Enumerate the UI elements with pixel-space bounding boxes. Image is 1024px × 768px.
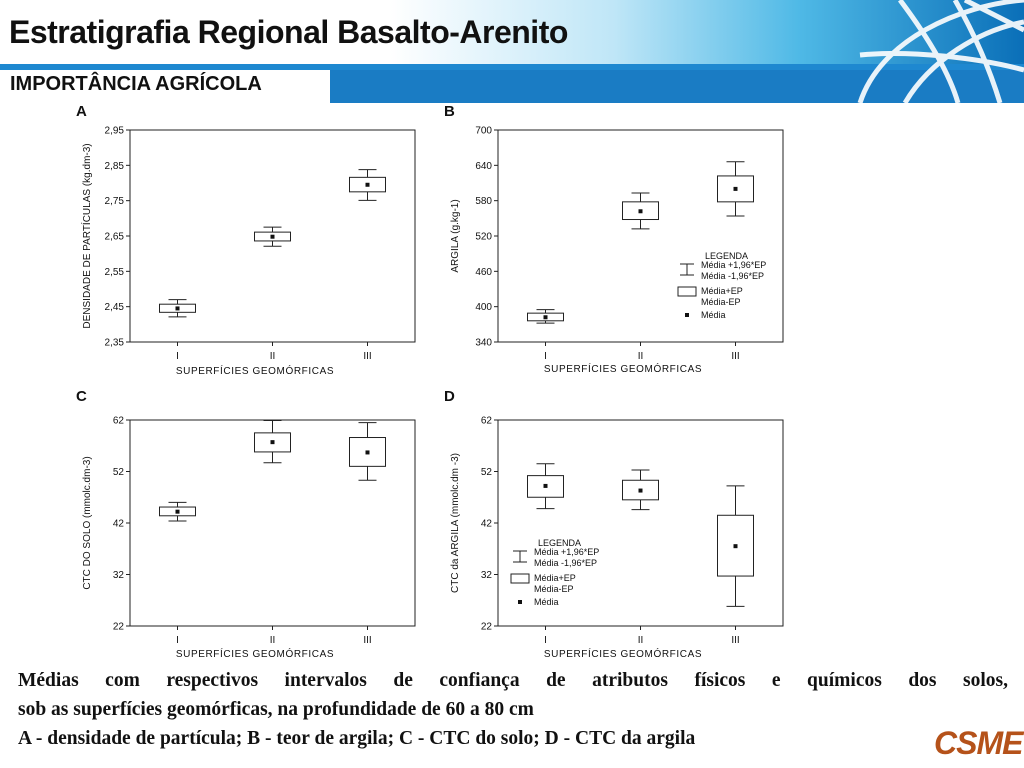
chart-b-legend-whisker-high: Média +1,96*EP [701,260,767,270]
chart-a-ylabel: DENSIDADE DE PARTÍCULAS (kg.dm-3) [82,143,93,329]
caption-line-3: A - densidade de partícula; B - teor de argila; C - CTC do solo; D - CTC da argila [18,728,696,749]
chart-b-ytick-label: 700 [475,125,492,137]
chart-a-category-label: I [176,351,179,362]
chart-b-legend-whisker-low: Média -1,96*EP [701,271,765,281]
chart-b-mean-point [734,187,738,191]
chart-a-mean-point [176,306,180,310]
chart-d-cec-clay [438,406,808,668]
chart-c-ylabel: CTC DO SOLO (mmolc.dm-3) [82,456,93,590]
chart-a-ytick-label: 2,75 [104,196,124,208]
chart-a-ytick-label: 2,45 [104,302,124,314]
chart-d-ytick-label: 62 [480,415,492,427]
chart-b-ytick-label: 460 [475,266,492,278]
chart-d-legend-whisker-high: Média +1,96*EP [534,547,600,557]
caption-line-1: Médias com respectivos intervalos de confiança de atributos físicos e químicos dos solos, [18,670,1008,691]
chart-a-ytick-label: 2,85 [104,160,124,172]
chart-b-ytick-label: 340 [475,337,492,349]
chart-c-xlabel: SUPERFÍCIES GEOMÓRFICAS [175,649,335,660]
chart-b-xlabel: SUPERFÍCIES GEOMÓRFICAS [543,364,703,375]
chart-b-ylabel: ARGILA (g.kg-1) [450,199,461,273]
panel-label-c: C [76,388,87,405]
chart-b-mean-point [544,315,548,319]
figure-caption [18,666,1008,753]
chart-a-category-label: II [269,351,276,362]
chart-b-ytick-label: 640 [475,160,492,172]
chart-b-legend-box-high: Média+EP [701,286,743,296]
chart-b-legend-box-low: Média-EP [701,297,741,307]
chart-a-density [70,118,440,386]
chart-c-category-label: II [269,635,276,646]
chart-b-ytick-label: 520 [475,231,492,243]
chart-c-mean-point [366,450,370,454]
page-title: Estratigrafia Regional Basalto-Arenito [9,14,568,50]
chart-a-ytick-label: 2,35 [104,337,124,349]
chart-d-mean-point [544,484,548,488]
chart-c-ytick-label: 62 [112,415,124,427]
chart-d-ylabel: CTC da ARGILA (mmolc.dm -3) [450,452,461,594]
chart-a-xlabel: SUPERFÍCIES GEOMÓRFICAS [175,366,335,377]
chart-d-legend-title: LEGENDA [538,538,582,548]
chart-d-ytick-label: 22 [480,621,492,633]
chart-c-cec-soil [70,406,440,668]
chart-d-legend-box-high: Média+EP [534,573,576,583]
chart-b-ytick-label: 400 [475,302,492,314]
chart-c-ytick-label: 52 [112,467,124,478]
chart-d-xlabel: SUPERFÍCIES GEOMÓRFICAS [543,649,703,660]
chart-d-legend-box [511,574,529,583]
chart-c-ytick-label: 32 [112,570,124,581]
chart-c-mean-point [176,510,180,514]
chart-d-ytick-label: 52 [480,467,492,478]
chart-a-category-label: III [363,351,372,362]
panel-label-d: D [444,388,455,405]
chart-b-legend-box [678,287,696,296]
chart-d-legend-mean: Média [534,597,559,607]
chart-a-ytick-label: 2,55 [104,266,124,278]
header-banner [0,0,1024,103]
chart-a-mean-point [271,235,275,239]
chart-d-category-label: II [637,635,644,646]
chart-d-legend-whisker-low: Média -1,96*EP [534,558,598,568]
chart-a-mean-point [366,183,370,187]
panel-label-b: B [444,103,455,120]
chart-c-mean-point [271,440,275,444]
chart-c-category-label: I [176,635,179,646]
chart-b-legend-mean-point [685,313,689,317]
chart-b-mean-point [639,209,643,213]
chart-d-mean-point [639,489,643,493]
chart-b-ytick-label: 580 [475,196,492,208]
chart-d-category-label: I [544,635,547,646]
chart-d-ytick-label: 32 [480,570,492,581]
chart-b-category-label: I [544,351,547,362]
chart-d-ytick-label: 42 [480,518,492,530]
chart-b-clay [438,118,808,386]
chart-d-category-label: III [731,635,740,646]
chart-c-category-label: III [363,635,372,646]
chart-b-category-label: II [637,351,644,362]
page-subtitle: IMPORTÂNCIA AGRÍCOLA [10,73,262,95]
chart-a-ytick-label: 2,65 [104,231,124,243]
chart-d-legend-mean-point [518,600,522,604]
caption-line-2: sob as superfícies geomórficas, na profundidade de 60 a 80 cm [18,699,534,720]
chart-d-legend-box-low: Média-EP [534,584,574,594]
chart-b-legend-mean: Média [701,310,726,320]
chart-c-ytick-label: 42 [112,518,124,530]
panel-label-a: A [76,103,87,120]
chart-d-mean-point [734,544,738,548]
chart-b-legend-title: LEGENDA [705,251,749,261]
chart-b-category-label: III [731,351,740,362]
chart-c-ytick-label: 22 [112,621,124,633]
chart-a-ytick-label: 2,95 [104,125,124,137]
csme-logo: CSME [934,725,1023,761]
